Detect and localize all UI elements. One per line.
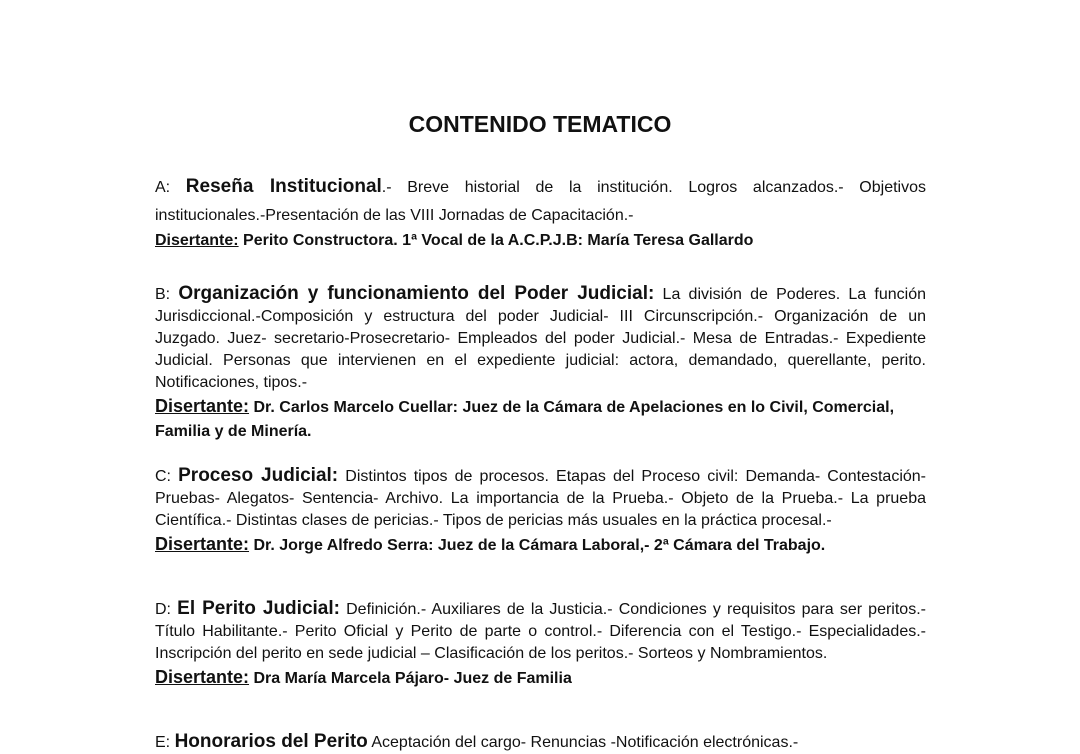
section-d-letter: D: (155, 601, 171, 618)
section-a-text: .- Breve historial de la institución. Logros alcanzados.- Objetivos institucionales.-Presentación de las VIII Jornadas de Capacitación.- (155, 179, 926, 224)
section-b-disertante (155, 394, 926, 444)
section-b-disertante-name: Dr. Carlos Marcelo Cuellar: Juez de la Cámara de Apelaciones en lo Civil, Comercial, Familia y de Minería. (155, 399, 895, 440)
section-a-letter: A: (155, 179, 171, 196)
section-b-text: La división de Poderes. La función Jurisdiccional.-Composición y estructura del poder Judicial- III Circunscripción.- Organización de un Juzgado. Juez- secretario-Prosecretario- Empleados del poder Judicial.- Mesa de Entradas.- Expediente Judicial. Personas que intervienen en el expediente judicial: actora, demandado, querellante, perito. Notificaciones, tipos.- (155, 286, 926, 391)
section-b-body (155, 283, 926, 394)
section-a-disertante-name: Perito Constructora. 1ª Vocal de la A.C.P.J.B: María Teresa Gallardo (243, 232, 754, 249)
section-a-heading: Reseña Institucional (185, 176, 382, 197)
section-e-letter: E: (155, 734, 171, 751)
page-title: CONTENIDO TEMATICO (408, 111, 672, 137)
section-e (155, 731, 926, 754)
section-c-heading: Proceso Judicial: (178, 465, 339, 486)
section-e-text: Aceptación del cargo- Renuncias -Notificación electrónicas.- (371, 734, 799, 751)
section-c-disertante-name: Dr. Jorge Alfredo Serra: Juez de la Cámara Laboral,- 2ª Cámara del Trabajo. (253, 537, 826, 554)
section-b (155, 283, 926, 444)
section-b-heading: Organización y funcionamiento del Poder Judicial: (178, 283, 655, 304)
section-d-body (155, 598, 926, 665)
section-a (155, 173, 926, 252)
section-a-disertante-label: Disertante: (155, 232, 239, 249)
section-c (155, 465, 926, 558)
section-c-body (155, 465, 926, 532)
section-c-text: Distintos tipos de procesos. Etapas del Proceso civil: Demanda- Contestación- Pruebas- Alegatos- Sentencia- Archivo. La importancia de la Prueba.- Objeto de la Prueba.- La prueba Científica.- Distintas clases de pericias.- Tipos de pericias más usuales en la práctica procesal.- (155, 468, 926, 529)
section-b-disertante-label: Disertante: (155, 396, 250, 416)
section-d-disertante-label: Disertante: (155, 667, 250, 687)
section-e-heading: Honorarios del Perito (174, 731, 368, 752)
section-e-body (155, 731, 926, 754)
section-d-disertante (155, 665, 926, 691)
section-a-disertante (155, 230, 926, 252)
section-b-letter: B: (155, 286, 171, 303)
section-c-disertante-label: Disertante: (155, 534, 250, 554)
section-c-disertante (155, 532, 926, 558)
section-d-text: Definición.- Auxiliares de la Justicia.- Condiciones y requisitos para ser peritos.-Título Habilitante.- Perito Oficial y Perito de parte o control.- Diferencia con el Testigo.- Especialidades.- Inscripción del perito en sede judicial – Clasificación de los peritos.- Sorteos y Nombramientos. (155, 601, 926, 662)
section-a-body (155, 173, 926, 230)
section-d-disertante-name: Dra María Marcela Pájaro- Juez de Familia (253, 670, 572, 687)
section-d (155, 598, 926, 691)
section-d-heading: El Perito Judicial: (177, 598, 340, 619)
section-c-letter: C: (155, 468, 171, 485)
